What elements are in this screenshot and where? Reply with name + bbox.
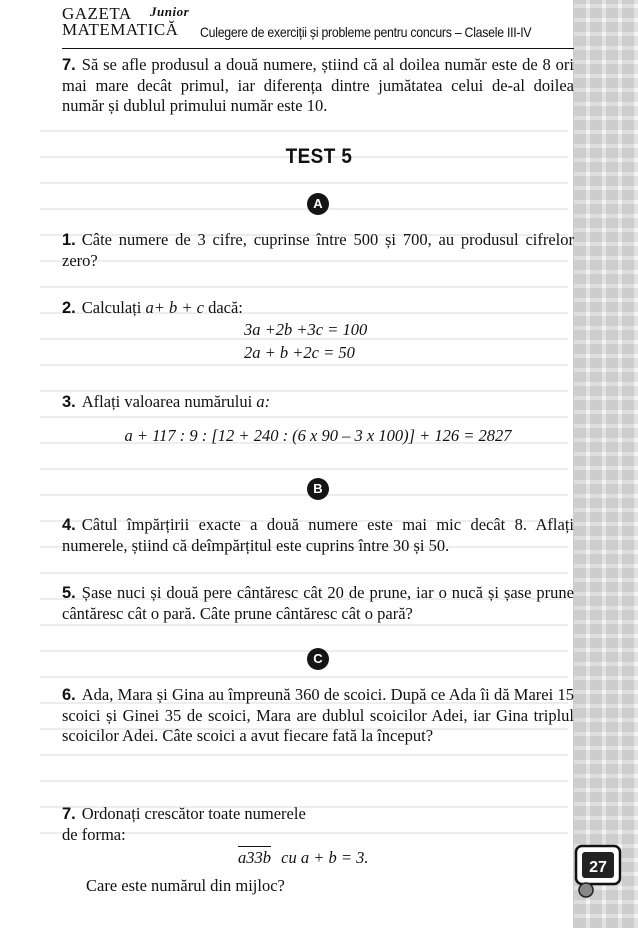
problem-number: 7.: [62, 56, 76, 74]
equation-1: 3a +2b +3c = 100: [244, 320, 368, 339]
problem-text: Ada, Mara și Gina au împreună 360 de scoici. După ce Ada îi dă Marei 15 scoici și Ginei 35 de scoici, Mara are dublul scoicilor Adei, iar Gina triplul scoicilor Adei. Câte scoici a avut fiecare fată la început?: [62, 685, 574, 745]
problem-text: Calculați: [81, 298, 142, 317]
page-header: [62, 6, 574, 50]
section-c-marker: C: [307, 648, 329, 670]
problem-number: 2.: [62, 299, 76, 317]
problem-text: Ordonați crescător toate numerele: [81, 804, 306, 823]
problem-text: Câte numere de 3 cifre, cuprinse între 500 și 700, au produsul cifrelor zero?: [62, 230, 574, 270]
page-edge-pattern: [573, 0, 638, 928]
number-form-condition: cu a + b = 3.: [281, 848, 369, 867]
problem-number: 1.: [62, 231, 76, 249]
problem-expression: a+ b + c: [145, 298, 204, 317]
problem-text: Câtul împărțirii exacte a două numere este mai mic decât 8. Aflați numerele, știind că deîmpărțitul este cuprins între 30 și 50.: [62, 515, 574, 555]
logo-line2: MATEMATICĂ: [62, 20, 179, 39]
test-title: TEST 5: [285, 145, 353, 168]
problem-7-question: Care este numărul din mijloc?: [86, 876, 285, 895]
equation-a: a + 117 : 9 : [12 + 240 : (6 x 90 – 3 x 100)] + 126 = 2827: [124, 426, 512, 445]
problem-7-top: [62, 55, 574, 117]
logo-junior: Junior: [150, 4, 190, 19]
problem-text-2: de forma:: [62, 824, 126, 844]
problem-1: [62, 230, 574, 271]
logo-line1: GAZETA: [62, 4, 132, 23]
problem-5: [62, 583, 574, 624]
problem-tail: dacă:: [208, 298, 243, 317]
problem-3: [62, 392, 574, 413]
page-number: 27: [589, 859, 607, 876]
problem-variable: a:: [256, 392, 271, 411]
gazeta-logo: [62, 4, 190, 39]
problem-7: [62, 804, 574, 845]
problem-2: [62, 298, 574, 319]
problem-number: 5.: [62, 584, 76, 602]
equation-2: 2a + b +2c = 50: [244, 343, 355, 362]
problem-number: 7.: [62, 805, 76, 823]
number-form: [238, 846, 368, 868]
problem-number: 6.: [62, 686, 76, 704]
section-a-marker: A: [307, 193, 329, 215]
book-title: Culegere de exerciții și probleme pentru concurs – Clasele III-IV: [200, 24, 532, 40]
number-form-digits: a33b: [238, 848, 271, 867]
problem-6: [62, 685, 574, 747]
problem-text: Șase nuci și două pere cântăresc cât 20 de prune, iar o nucă și șase prune cântăresc cât o pară. Câte prune cântăresc cât o pară?: [62, 583, 574, 623]
page-number-badge: [570, 840, 626, 900]
problem-number: 4.: [62, 516, 76, 534]
problem-text: Aflați valoarea numărului: [81, 392, 253, 411]
problem-number: 3.: [62, 393, 76, 411]
header-rule: [62, 48, 574, 49]
problem-text: Să se afle produsul a două numere, știind că al doilea număr este de 8 ori mai mare decât primul, iar diferența dintre jumătatea celui de-al doilea număr și dublul primului număr este 10.: [62, 55, 574, 115]
problem-4: [62, 515, 574, 556]
section-b-marker: B: [307, 478, 329, 500]
